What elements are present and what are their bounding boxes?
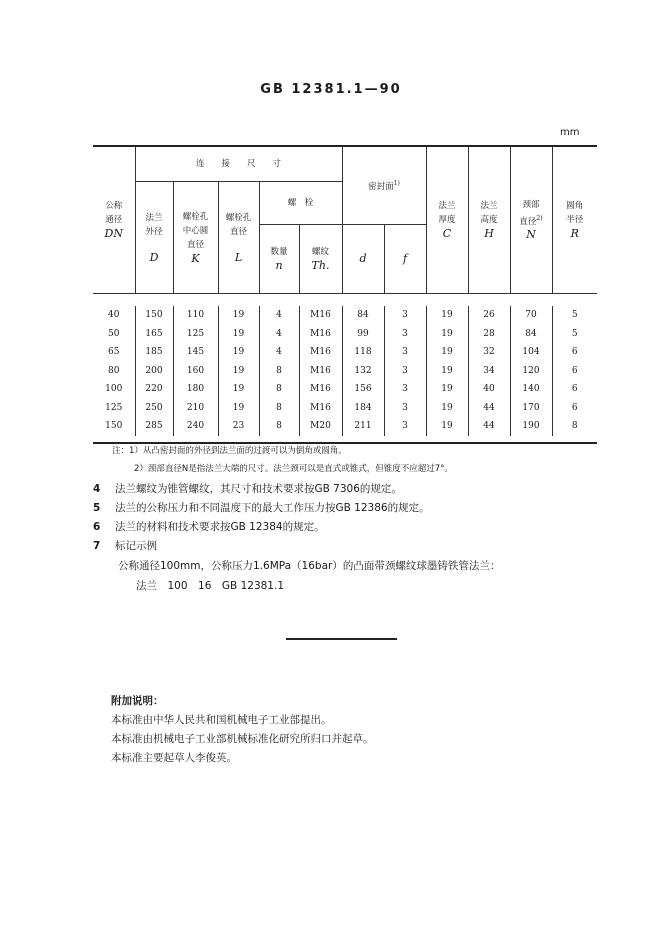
table-row: 50 165 125 19 4 M16 99 3 19 28 84 5 [93, 325, 597, 344]
separator-line [286, 638, 397, 640]
page-header: GB 12381.1—90 [260, 82, 402, 97]
table-note-2: 2）颈部直径N是指法兰大端的尺寸。法兰颈可以是直式或锥式，但锥度不应超过7°。 [134, 464, 453, 474]
table-row: 40 150 110 19 4 M16 84 3 19 26 70 5 [93, 306, 597, 325]
clause-7: 7 标记示例 [93, 540, 157, 552]
example-marking: 法兰 100 16 GB 12381.1 [136, 580, 284, 592]
header-bolt: 螺 栓 [259, 182, 342, 225]
clause-6: 6 法兰的材料和技术要求按GB 12384的规定。 [93, 521, 325, 533]
header-c: 法兰 厚度 C [426, 146, 468, 294]
header-seal-f: f [384, 225, 426, 294]
clause-4: 4 法兰螺纹为锥管螺纹，其尺寸和技术要求按GB 7306的规定。 [93, 483, 402, 495]
header-seal-d: d [342, 225, 384, 294]
header-dn: 公称 通径 DN [93, 146, 135, 294]
table-row: 100 220 180 19 8 M16 156 3 19 40 140 6 [93, 380, 597, 399]
header-seal: 密封面$^{1)}$ [342, 146, 426, 225]
header-connection: 连 接 尺 寸 [135, 146, 342, 182]
table-row: 80 200 160 19 8 M16 132 3 19 34 120 6 [93, 362, 597, 381]
header-h: 法兰 高度 H [468, 146, 510, 294]
additional-notes-title: 附加说明： [111, 695, 164, 707]
additional-line-3: 本标准主要起草人李俊英。 [111, 752, 237, 764]
additional-line-1: 本标准由中华人民共和国机械电子工业部提出。 [111, 714, 332, 726]
header-l: 螺栓孔 直径 L [218, 182, 259, 294]
flange-dimension-table [93, 145, 597, 444]
table-row: 65 185 145 19 4 M16 118 3 19 32 104 6 [93, 343, 597, 362]
header-n-neck: 颈部 直径$^{2)}$ N [510, 146, 552, 294]
table-row: 150 285 240 23 8 M20 211 3 19 44 190 8 [93, 417, 597, 436]
header-thread: 螺纹 Th. [299, 225, 342, 294]
example-description: 公称通径100mm，公称压力1.6MPa（16bar）的凸面带颈螺纹球墨铸铁管法兰： [118, 560, 501, 572]
unit-label: mm [560, 127, 580, 138]
table-row: 125 250 210 19 8 M16 184 3 19 44 170 6 [93, 399, 597, 418]
header-r: 圆角 半径 R [566, 201, 584, 240]
additional-line-2: 本标准由机械电子工业部机械标准化研究所归口并起草。 [111, 733, 374, 745]
table-note-1: 注：1）从凸密封面的外径到法兰面的过渡可以为倒角或圆角。 [112, 446, 347, 456]
header-k: 螺栓孔 中心圆 直径 K [173, 182, 218, 294]
clause-5: 5 法兰的公称压力和不同温度下的最大工作压力按GB 12386的规定。 [93, 502, 430, 514]
header-qty: 数量 n [259, 225, 299, 294]
header-d: 法兰 外径 D [135, 182, 173, 294]
